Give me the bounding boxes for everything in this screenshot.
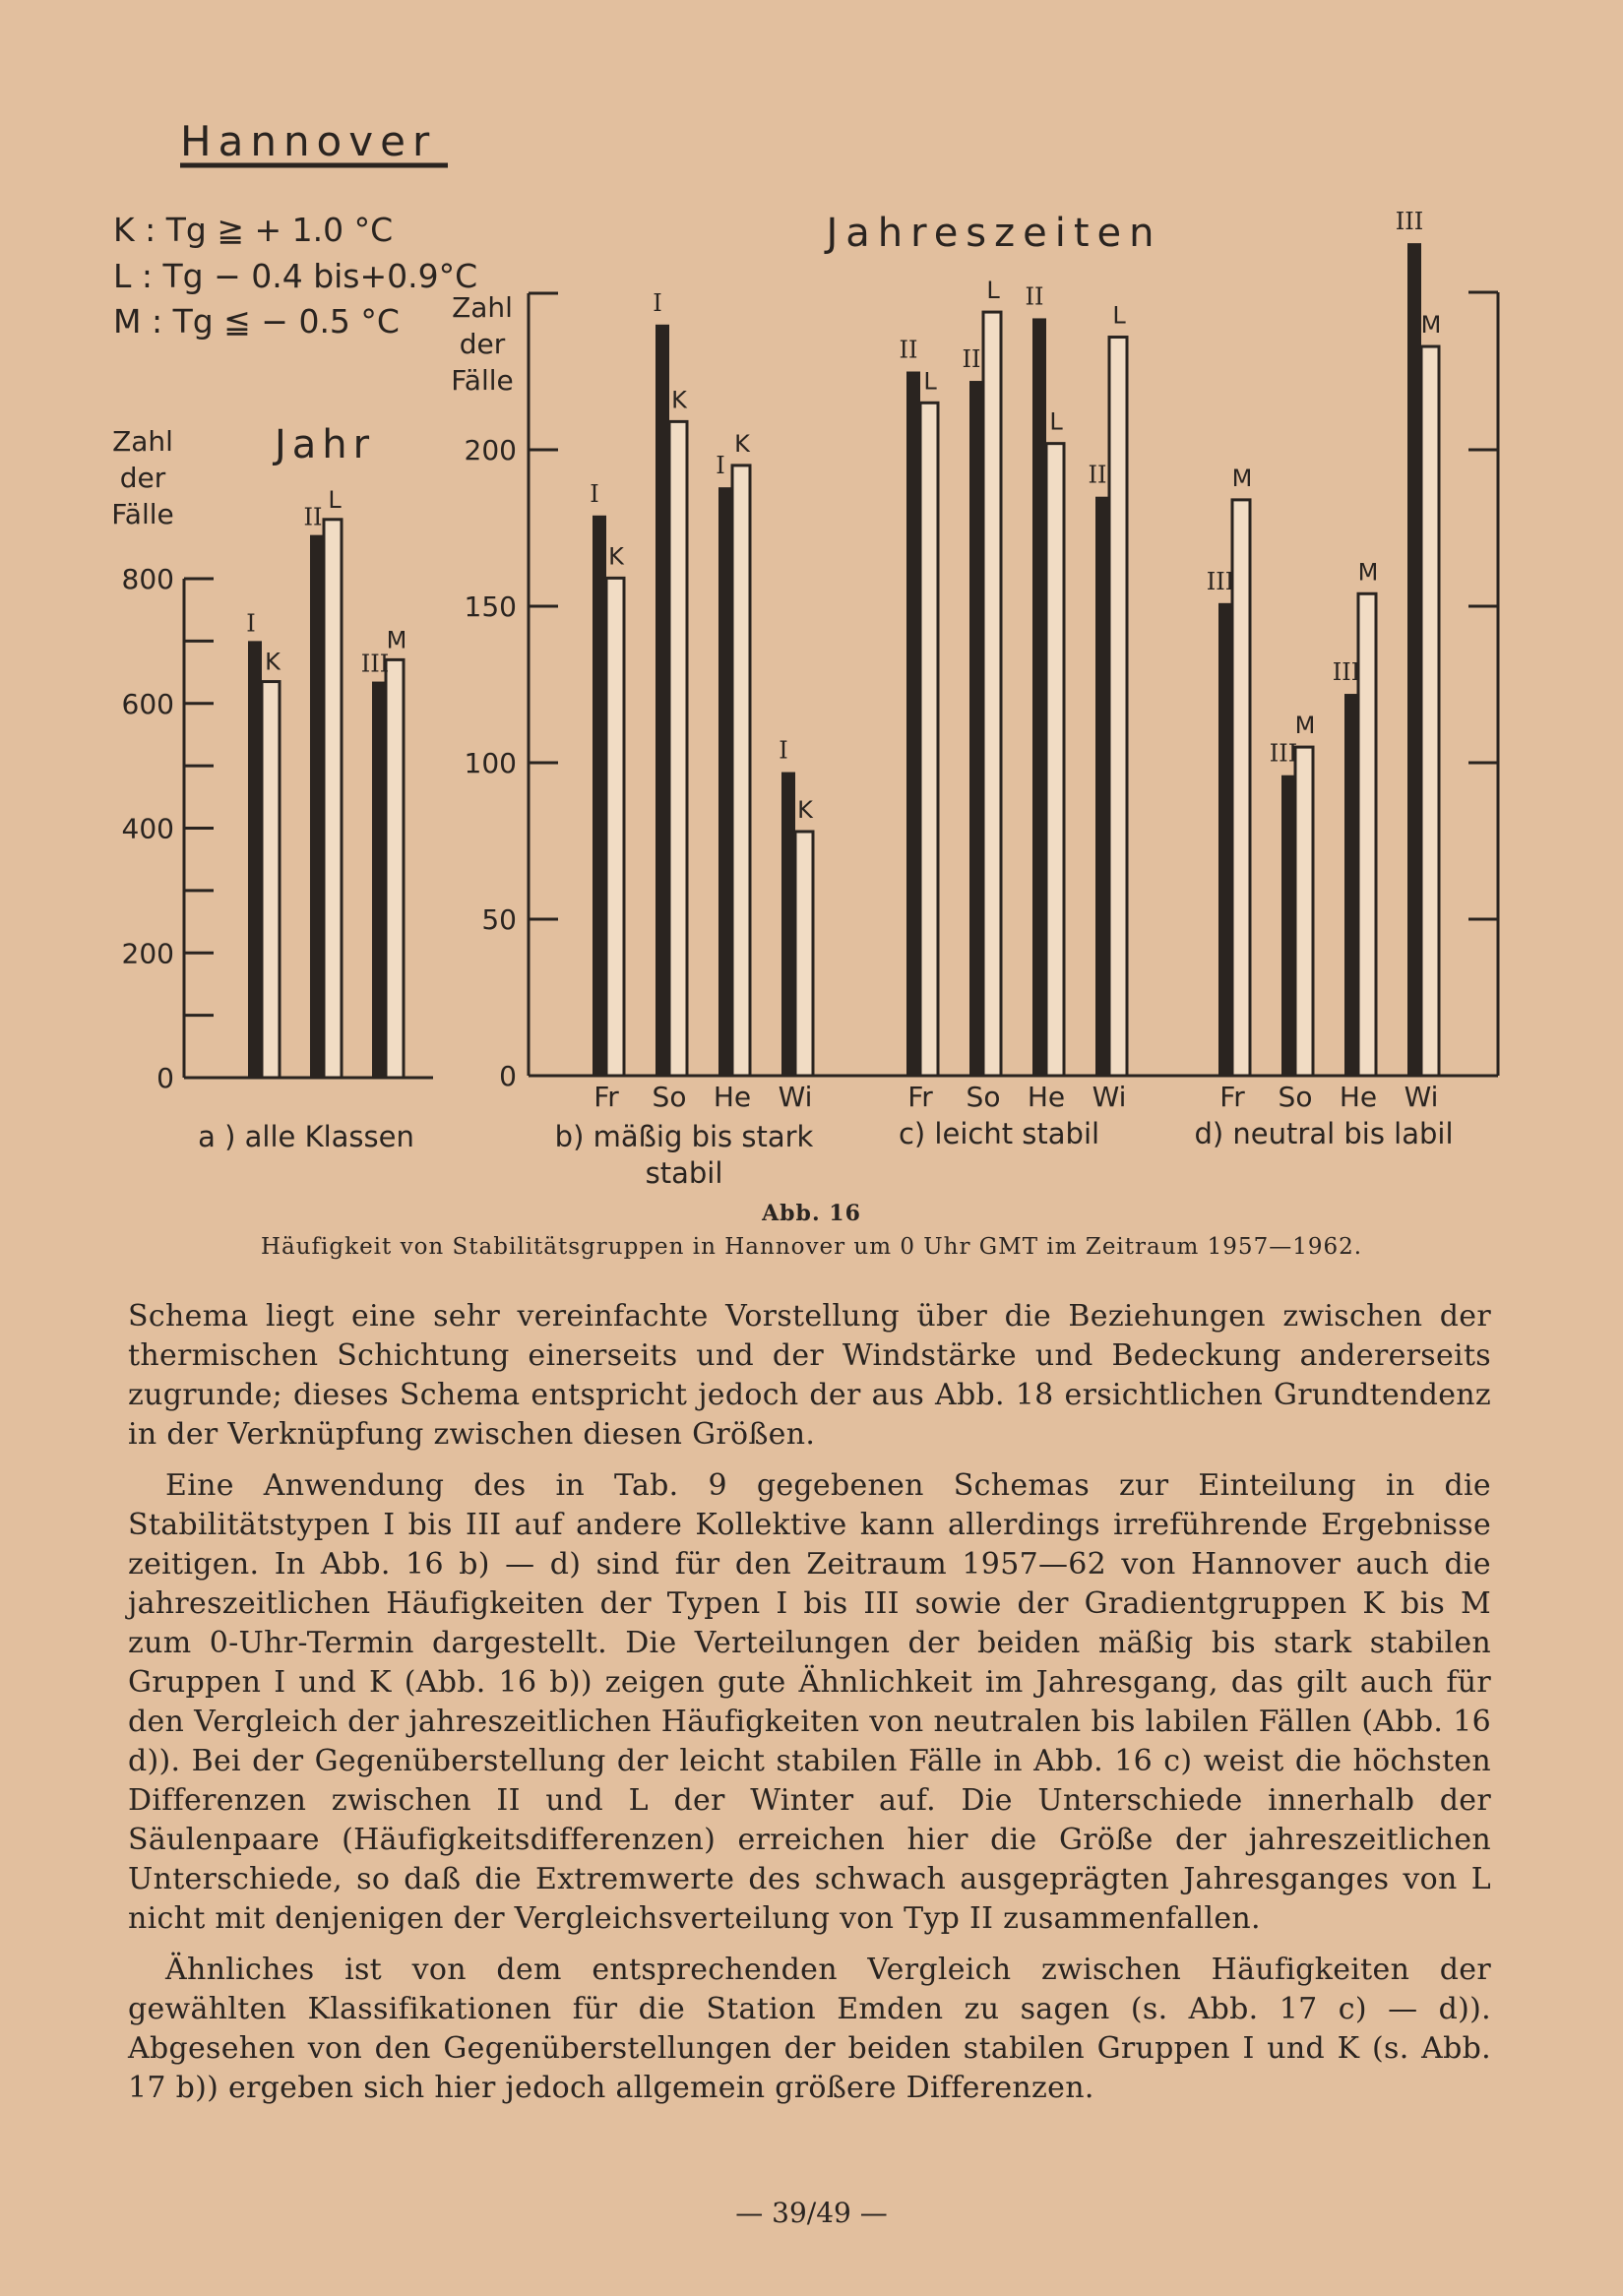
bar-II-He [1032,318,1046,1076]
bar-L [324,520,342,1078]
y-tick-label: 200 [121,937,174,970]
x-tick-label: Fr [593,1081,619,1113]
y-tick-label: 0 [156,1062,174,1094]
figure-caption-block [0,1201,1623,1260]
bar-K [262,682,280,1078]
bar-label-II: II [303,503,323,531]
y-tick-label: 600 [121,687,174,720]
x-tick-label: He [1339,1081,1378,1113]
x-tick-label: So [1278,1081,1313,1113]
bar-I [248,641,262,1078]
y-tick-label: 150 [464,590,517,623]
bar-II-So [969,381,983,1076]
bar-K-He [732,465,750,1076]
group-subtitle: c) leicht stabil [898,1117,1100,1150]
x-tick-label: He [1027,1081,1066,1113]
bar-label-L: L [1049,407,1063,436]
bar-III-So [1281,776,1295,1076]
bar-label-K: K [797,795,813,824]
y-tick-label: 200 [464,434,517,466]
bar-I-Wi [781,773,795,1076]
group-subtitle: d) neutral bis labil [1194,1117,1454,1150]
x-tick-label: So [652,1081,687,1113]
x-tick-label: Fr [1219,1081,1245,1113]
legend-line-k: K : Tg ≧ + 1.0 °C [113,211,394,249]
bar-label-L: L [1112,301,1126,330]
y-tick-label: 0 [499,1060,517,1092]
y-axis-title: der [119,462,166,494]
bar-label-M: M [386,626,407,654]
figure-header [113,117,477,341]
figure-caption: Häufigkeit von Stabilitätsgruppen in Hannover um 0 Uhr GMT im Zeitraum 1957—1962. [260,1234,1363,1260]
bar-label-III: III [1395,208,1424,236]
bar-M-Wi [1421,346,1439,1076]
bar-III-Wi [1407,243,1421,1076]
bar-III [372,682,386,1078]
y-tick-label: 800 [121,563,174,595]
y-axis-title: Zahl [112,425,173,458]
bar-label-I: I [716,452,725,480]
bar-label-I: I [590,479,599,508]
legend-line-m: M : Tg ≦ − 0.5 °C [113,302,400,341]
bar-II-Wi [1095,497,1109,1076]
bar-II-Fr [906,372,920,1077]
bar-L-He [1046,444,1064,1076]
bar-label-L: L [986,277,1000,305]
page-number: — 39/49 — [735,2197,888,2229]
bar-L-Wi [1109,338,1127,1076]
group-subtitle: b) mäßig bis stark [554,1120,814,1153]
chart-title: Jahreszeiten [826,211,1162,256]
city-title: Hannover [180,117,437,165]
chart-subtitle: a ) alle Klassen [198,1120,414,1153]
y-axis-title: Fälle [111,498,174,530]
bar-label-III: III [1332,658,1361,687]
bar-K-Wi [795,832,813,1076]
y-axis-title: Zahl [452,291,513,324]
bar-M [386,659,404,1078]
bar-label-I: I [246,609,256,638]
bar-III-He [1344,694,1358,1076]
bar-label-K: K [671,386,687,414]
bar-L-Fr [920,403,938,1076]
bar-label-M: M [1294,712,1316,740]
bar-label-II: II [962,345,981,374]
bar-M-So [1295,747,1313,1076]
x-tick-label: So [966,1081,1001,1113]
bar-label-M: M [1231,464,1253,492]
x-tick-label: Wi [778,1081,813,1113]
bar-I-Fr [593,516,606,1076]
bar-label-III: III [360,650,390,678]
group-subtitle: stabil [645,1156,723,1190]
bar-label-II: II [1088,461,1107,489]
paragraph: Eine Anwendung des in Tab. 9 gegebenen Schemas zur Einteilung in die Stabilitätstypen I bis III auf andere Kollektive kann allerdings irreführende Ergebnisse zeitigen. In Abb. 16 b) — d) sind für den Zeitraum 1957—62 von Hannover auch die jahreszeitlichen Häufigkeiten der Typen I bis III sowie der Gradientgruppen K bis M zum 0-Uhr-Termin dargestellt. Die Verteilungen der beiden mäßig bis stark stabilen Gruppen I und K (Abb. 16 b)) zeigen gute Ähnlichkeit im Jahresgang, das gilt auch für den Vergleich der jahreszeitlichen Häufigkeiten von neutralen bis labilen Fällen (Abb. 16 d)). Bei der Gegenüberstellung der leicht stabilen Fälle in Abb. 16 c) weist die höchsten Differenzen zwischen II und L der Winter auf. Die Unterschiede innerhalb der Säulenpaare (Häufigkeitsdifferenzen) erreichen hier die Größe der jahreszeitlichen Unterschiede, so daß die Extremwerte des schwach ausgeprägten Jahresganges von L nicht mit denjenigen der Vergleichsverteilung von Typ II zusammenfallen. [128,1468,1491,1936]
y-tick-label: 100 [464,747,517,779]
bar-label-M: M [1420,311,1442,340]
legend-line-l: L : Tg − 0.4 bis+0.9°C [113,257,478,295]
bar-I-So [655,325,669,1076]
bar-label-K: K [608,542,624,571]
x-tick-label: He [713,1081,752,1113]
bar-K-So [669,421,687,1076]
bar-III-Fr [1218,603,1232,1076]
bar-label-I: I [653,288,662,317]
chart-title: Jahr [274,422,376,467]
bar-K-Fr [606,578,624,1076]
x-tick-label: Wi [1404,1081,1439,1113]
chart-seasonal [451,208,1498,1190]
paragraph: Schema liegt eine sehr vereinfachte Vorstellung über die Beziehungen zwischen der thermischen Schichtung einerseits und der Windstärke und Bedeckung andererseits zugrunde; dieses Schema entspricht jedoch der aus Abb. 18 ersichtlichen Grundtendenz in der Verknüpfung zwischen diesen Größen. [128,1299,1491,1452]
chart-annual [111,422,433,1153]
paragraph: Ähnliches ist von dem entsprechenden Vergleich zwischen Häufigkeiten der gewählten Klassifikationen für die Station Emden zu sagen (s. Abb. 17 c) — d)). Abgesehen von den Gegenüberstellungen der beiden stabilen Gruppen I und K (s. Abb. 17 b)) ergeben sich hier jedoch allgemein größere Differenzen. [128,1953,1491,2105]
bar-label-K: K [265,648,281,676]
y-tick-label: 400 [121,812,174,845]
bar-M-He [1358,593,1376,1076]
bar-L-So [983,312,1001,1076]
bar-label-I: I [779,736,788,765]
bar-I-He [718,487,732,1076]
body-text [128,1297,1491,2120]
bar-label-L: L [923,367,937,396]
y-axis-title: der [459,328,506,360]
figure-number: Abb. 16 [762,1201,861,1226]
bar-label-M: M [1357,558,1379,587]
bar-M-Fr [1232,500,1250,1076]
bar-label-III: III [1269,739,1298,768]
bar-label-K: K [734,429,750,458]
y-axis-title: Fälle [451,364,514,397]
bar-label-II: II [1025,282,1044,311]
x-tick-label: Wi [1092,1081,1127,1113]
bar-label-II: II [899,336,918,364]
bar-label-L: L [328,485,342,514]
x-tick-label: Fr [907,1081,933,1113]
y-tick-label: 50 [481,903,517,936]
bar-II [310,535,324,1078]
bar-label-III: III [1206,567,1235,595]
